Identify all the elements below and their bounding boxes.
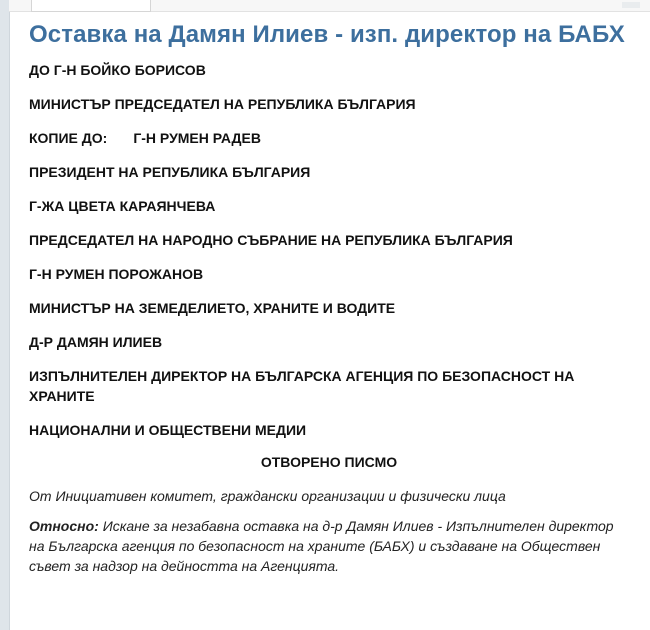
- recipient-line: ПРЕЗИДЕНТ НА РЕПУБЛИКА БЪЛГАРИЯ: [29, 164, 311, 180]
- copy-name: Г-Н РУМЕН РАДЕВ: [133, 130, 261, 146]
- from-line: От Инициативен комитет, граждански организации и физически лица: [29, 488, 506, 504]
- article-body: [29, 22, 629, 576]
- recipient-line: Г-ЖА ЦВЕТА КАРАЯНЧЕВА: [29, 198, 216, 214]
- left-border-rail: [0, 0, 10, 630]
- top-strip: [9, 0, 650, 12]
- open-letter-heading: ОТВОРЕНО ПИСМО: [260, 454, 398, 470]
- recipient-line: Г-Н РУМЕН ПОРОЖАНОВ: [29, 266, 204, 282]
- recipient-line: ДО Г-Н БОЙКО БОРИСОВ: [29, 62, 206, 78]
- copy-label: КОПИЕ ДО:: [29, 130, 108, 146]
- recipients-block: [29, 60, 629, 440]
- copy-line: [29, 128, 629, 148]
- recipient-line: НАЦИОНАЛНИ И ОБЩЕСТВЕНИ МЕДИИ: [29, 422, 307, 438]
- recipient-line: ИЗПЪЛНИТЕЛЕН ДИРЕКТОР НА БЪЛГАРСКА АГЕНЦИЯ ПО БЕЗОПАСНОСТ НА ХРАНИТЕ: [29, 368, 575, 404]
- subject-label: Относно:: [29, 518, 99, 534]
- recipient-line: МИНИСТЪР ПРЕДСЕДАТЕЛ НА РЕПУБЛИКА БЪЛГАРИЯ: [29, 96, 416, 112]
- top-tab-fragment: [31, 0, 151, 12]
- recipient-line: ПРЕДСЕДАТЕЛ НА НАРОДНО СЪБРАНИЕ НА РЕПУБЛИКА БЪЛГАРИЯ: [29, 232, 513, 248]
- top-right-fragment: [622, 2, 640, 8]
- article-title: Оставка на Дамян Илиев - изп. директор на БАБХ: [29, 21, 625, 48]
- subject-paragraph: [29, 516, 629, 576]
- recipient-line: Д-Р ДАМЯН ИЛИЕВ: [29, 334, 163, 350]
- recipient-line: МИНИСТЪР НА ЗЕМЕДЕЛИЕТО, ХРАНИТЕ И ВОДИТЕ: [29, 300, 396, 316]
- subject-text: Искане за незабавна оставка на д-р Дамян Илиев - Изпълнителен директор на Българска агенция по безопасност на храните (БАБХ) и създаване на Обществен съвет за надзор на дейността на Агенцията.: [29, 518, 614, 574]
